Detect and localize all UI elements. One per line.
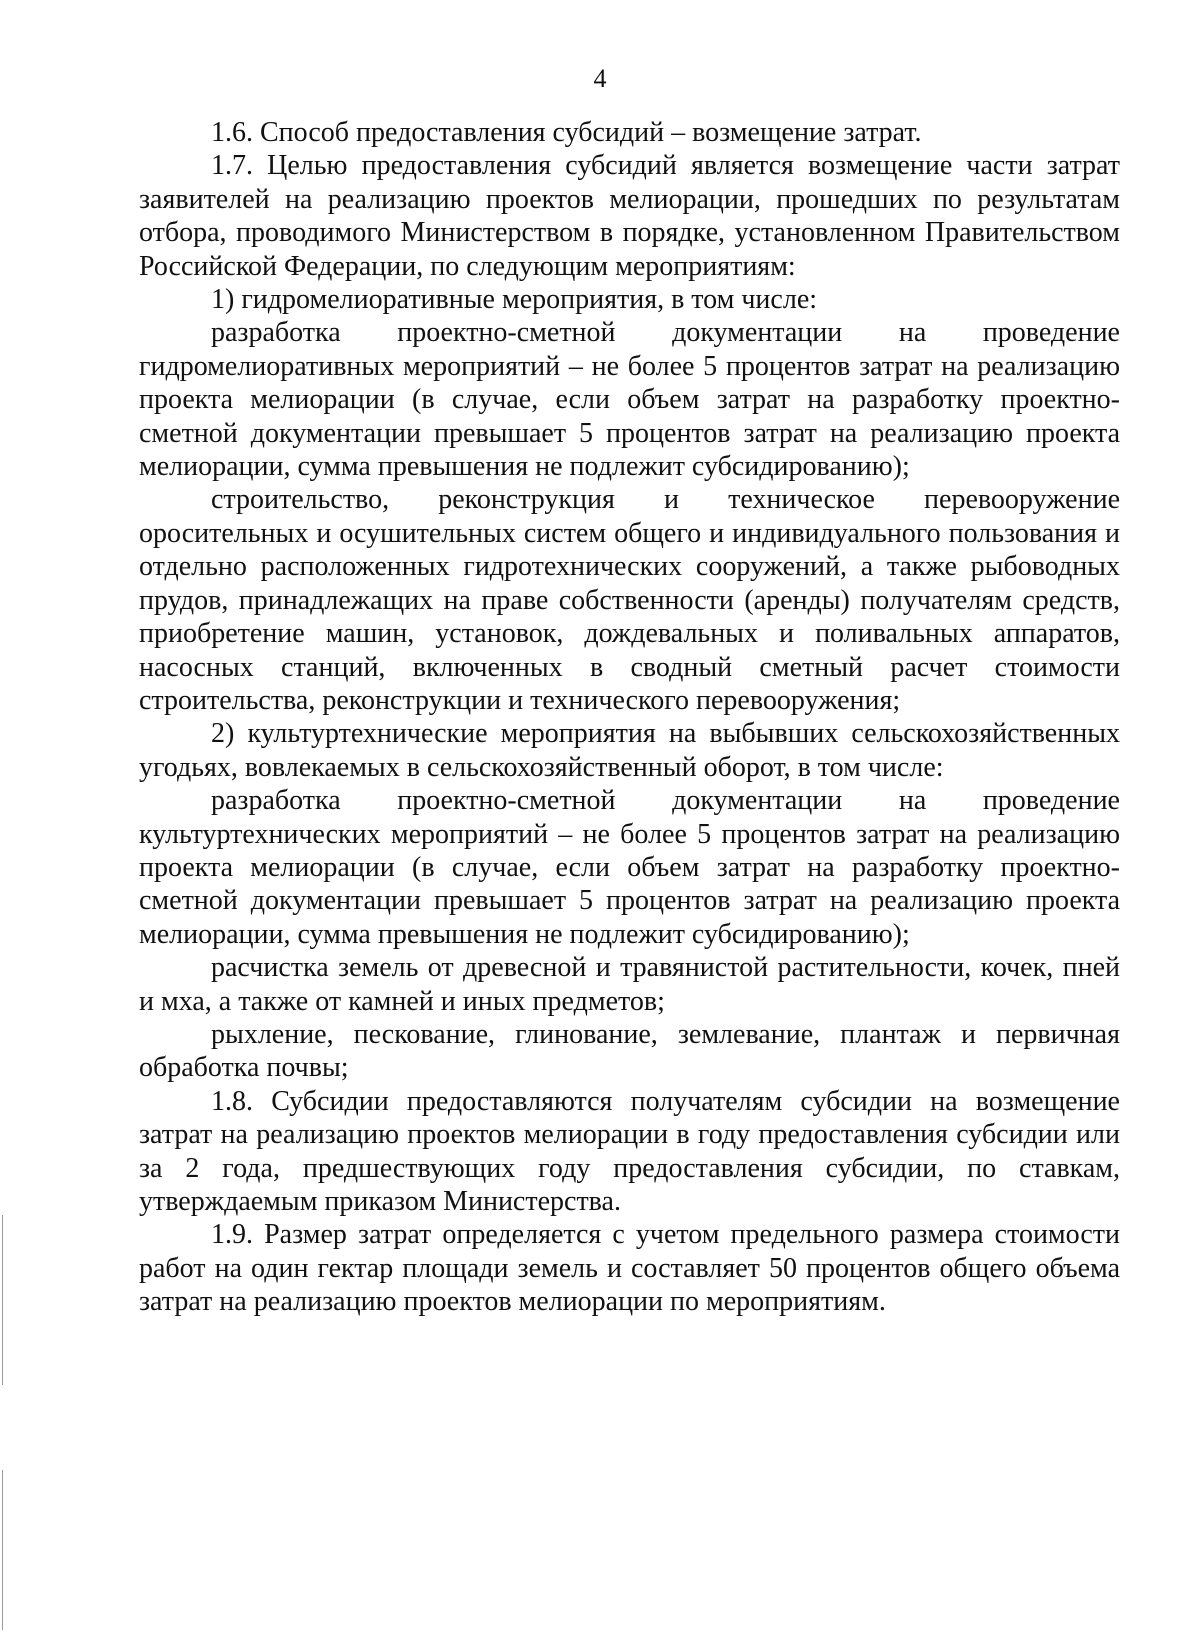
paragraph-1-6: 1.6. Способ предоставления субсидий – возмещение затрат. <box>211 117 922 148</box>
paragraph-culture-design-docs: разработка проектно-сметной документации на проведение культуртехнических мероприятий – не более 5 процентов затрат на реализацию проекта мелиорации (в случае, если объем затрат на разработку проектно-сметной документации превышает 5 процентов затрат на реализацию проекта мелиорации, сумма превышения не подлежит субсидированию); <box>139 785 1120 950</box>
paragraph-1-8: 1.8. Субсидии предоставляются получателям субсидии на возмещение затрат на реализацию проектов мелиорации в году предоставления субсидии или за 2 года, предшествующих году предоставления субсидии, по ставкам, утверждаемым приказом Министерства. <box>139 1085 1120 1217</box>
page-number: 4 <box>593 64 607 93</box>
paragraph-1-7: 1.7. Целью предоставления субсидий является возмещение части затрат заявителей на реализацию проектов мелиорации, прошедших по результатам отбора, проводимого Министерством в порядке, установленном Правительством Российской Федерации, по следующим мероприятиям: <box>139 150 1120 282</box>
paragraph-culture-measures: 2) культуртехнические мероприятия на выбывших сельскохозяйственных угодьях, вовлекаемых в сельскохозяйственный оборот, в том числе: <box>139 718 1120 783</box>
paragraph-hydro-construction: строительство, реконструкция и техническое перевооружение оросительных и осушительных систем общего и индивидуального пользования и отдельно расположенных гидротехнических сооружений, а также рыбоводных прудов, принадлежащих на праве собственности (аренды) получателям средств, приобретение машин, установок, дождевальных и поливальных аппаратов, насосных станций, включенных в сводный сметный расчет стоимости строительства, реконструкции и технического перевооружения; <box>139 484 1120 716</box>
scan-edge-mark-left <box>2 1215 3 1385</box>
document-body <box>139 116 1120 1319</box>
paragraph-1-9: 1.9. Размер затрат определяется с учетом предельного размера стоимости работ на один гектар площади земель и составляет 50 процентов общего объема затрат на реализацию проектов мелиорации по мероприятиям. <box>139 1219 1120 1318</box>
paragraph-soil-treatment: рыхление, пескование, глинование, землевание, плантаж и первичная обработка почвы; <box>139 1018 1120 1084</box>
paragraph-hydro-measures: 1) гидромелиоративные мероприятия, в том числе: <box>211 284 818 316</box>
scan-edge-mark-left-lower <box>2 1470 3 1630</box>
paragraph-hydro-design-docs: разработка проектно-сметной документации на проведение гидромелиоративных мероприятий – не более 5 процентов затрат на реализацию проекта мелиорации (в случае, если объем затрат на разработку проектно-сметной документации превышает 5 процентов затрат на реализацию проекта мелиорации, сумма превышения не подлежит субсидированию); <box>139 317 1120 483</box>
paragraph-land-clearing: расчистка земель от древесной и травянистой растительности, кочек, пней и мха, а также от камней и иных предметов; <box>139 952 1120 1017</box>
